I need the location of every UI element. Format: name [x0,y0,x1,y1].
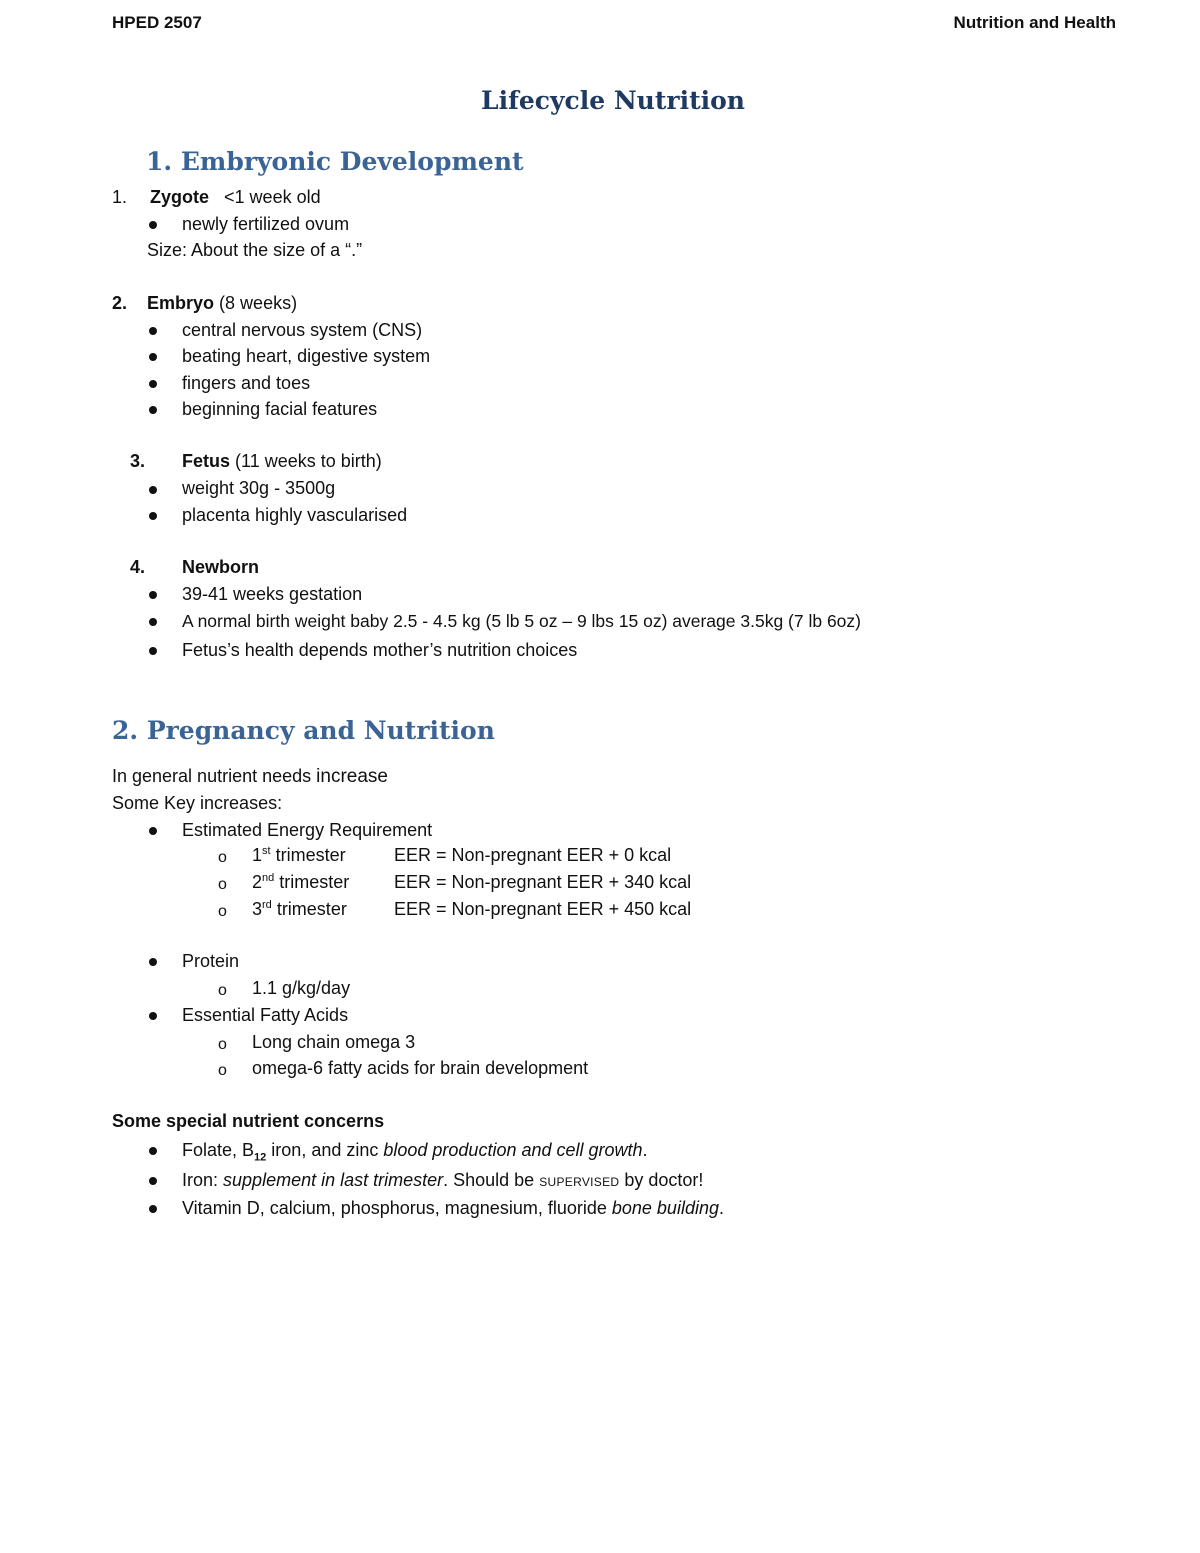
bullet-icon [149,591,157,599]
bullet-icon [149,618,157,626]
trimester-label: 2nd trimester [252,872,350,892]
bullet-icon [149,380,157,388]
bullet-icon [149,327,157,335]
section-number: 1. [146,147,173,176]
trimester-value: EER = Non-pregnant EER + 340 kcal [394,872,692,892]
stage-embryo [147,293,297,315]
concern-iron: Iron: supplement in last trimester. Should be SUPERVISED by doctor! [182,1170,704,1190]
list-item: central nervous system (CNS) [182,320,423,340]
trimester-value: EER = Non-pregnant EER + 450 kcal [394,899,692,919]
circle-bullet-icon: o [218,849,227,866]
fatty-acid-item: Long chain omega 3 [252,1032,416,1052]
section-heading-embryonic [146,147,524,177]
bullet-icon [149,1147,157,1155]
protein-label: Protein [182,951,240,971]
stage-number: 3. [130,451,146,471]
circle-bullet-icon: o [218,903,227,920]
circle-bullet-icon: o [218,982,227,999]
protein-value: 1.1 g/kg/day [252,978,351,998]
stage-fetus [182,451,382,473]
section-heading-pregnancy [112,716,495,746]
trimester-label: 3rd trimester [252,899,347,919]
bullet-icon [149,647,157,655]
stage-name: Zygote [150,187,210,207]
stage-name: Embryo [147,293,215,313]
page-title: Lifecycle Nutrition [481,86,745,115]
stage-zygote [150,187,321,209]
course-name: Nutrition and Health [953,13,1116,32]
bullet-icon [149,827,157,835]
bullet-icon [149,353,157,361]
bullet-icon [149,486,157,494]
section-title: Embryonic Development [180,147,524,176]
circle-bullet-icon: o [218,1062,227,1079]
list-item: newly fertilized ovum [182,214,350,234]
circle-bullet-icon: o [218,876,227,893]
concerns-heading: Some special nutrient concerns [112,1111,385,1131]
list-item: weight 30g - 3500g [182,478,336,498]
intro-text [112,766,388,789]
list-item: beating heart, digestive system [182,346,431,366]
section-title: Pregnancy and Nutrition [146,716,495,745]
trimester-label: 1st trimester [252,845,346,865]
key-increases-label: Some Key increases: [112,793,283,813]
stage-detail: <1 week old [224,187,321,207]
stage-name: Newborn [182,557,260,577]
stage-detail: (11 weeks to birth) [235,451,382,471]
list-item: 39-41 weeks gestation [182,584,363,604]
list-item: A normal birth weight baby 2.5 - 4.5 kg (5 lb 5 oz – 9 lbs 15 oz) average 3.5kg (7 lb 6oz) [182,611,861,631]
concern-folate: Folate, $B_{12}$ iron, and zinc blood production and cell growth. [182,1140,648,1164]
stage-number: 4. [130,557,146,577]
bullet-icon [149,1205,157,1213]
list-item: fingers and toes [182,373,311,393]
course-code: HPED 2507 [112,13,202,32]
bullet-icon [149,512,157,520]
bullet-icon [149,221,157,229]
bullet-icon [149,958,157,966]
fatty-acids-label: Essential Fatty Acids [182,1005,349,1025]
trimester-value: EER = Non-pregnant EER + 0 kcal [394,845,672,865]
list-item: placenta highly vascularised [182,505,408,525]
list-item: Fetus’s health depends mother’s nutrition choices [182,640,578,660]
list-item: beginning facial features [182,399,378,419]
intro-text-a: In general nutrient needs [112,766,312,786]
eer-label: Estimated Energy Requirement [182,820,433,840]
bullet-icon [149,406,157,414]
stage-detail: (8 weeks) [219,293,298,313]
bullet-icon [149,1177,157,1185]
intro-text-b: increase [316,766,388,787]
circle-bullet-icon: o [218,1036,227,1053]
stage-name: Fetus [182,451,231,471]
stage-number: 1. [112,187,128,207]
bullet-icon [149,1012,157,1020]
section-number: 2. [112,716,139,745]
concern-vitamin-d: Vitamin D, calcium, phosphorus, magnesium, fluoride bone building. [182,1198,724,1218]
fatty-acid-item: omega-6 fatty acids for brain development [252,1058,589,1078]
stage-note: Size: About the size of a “.” [147,240,363,260]
stage-number: 2. [112,293,128,313]
